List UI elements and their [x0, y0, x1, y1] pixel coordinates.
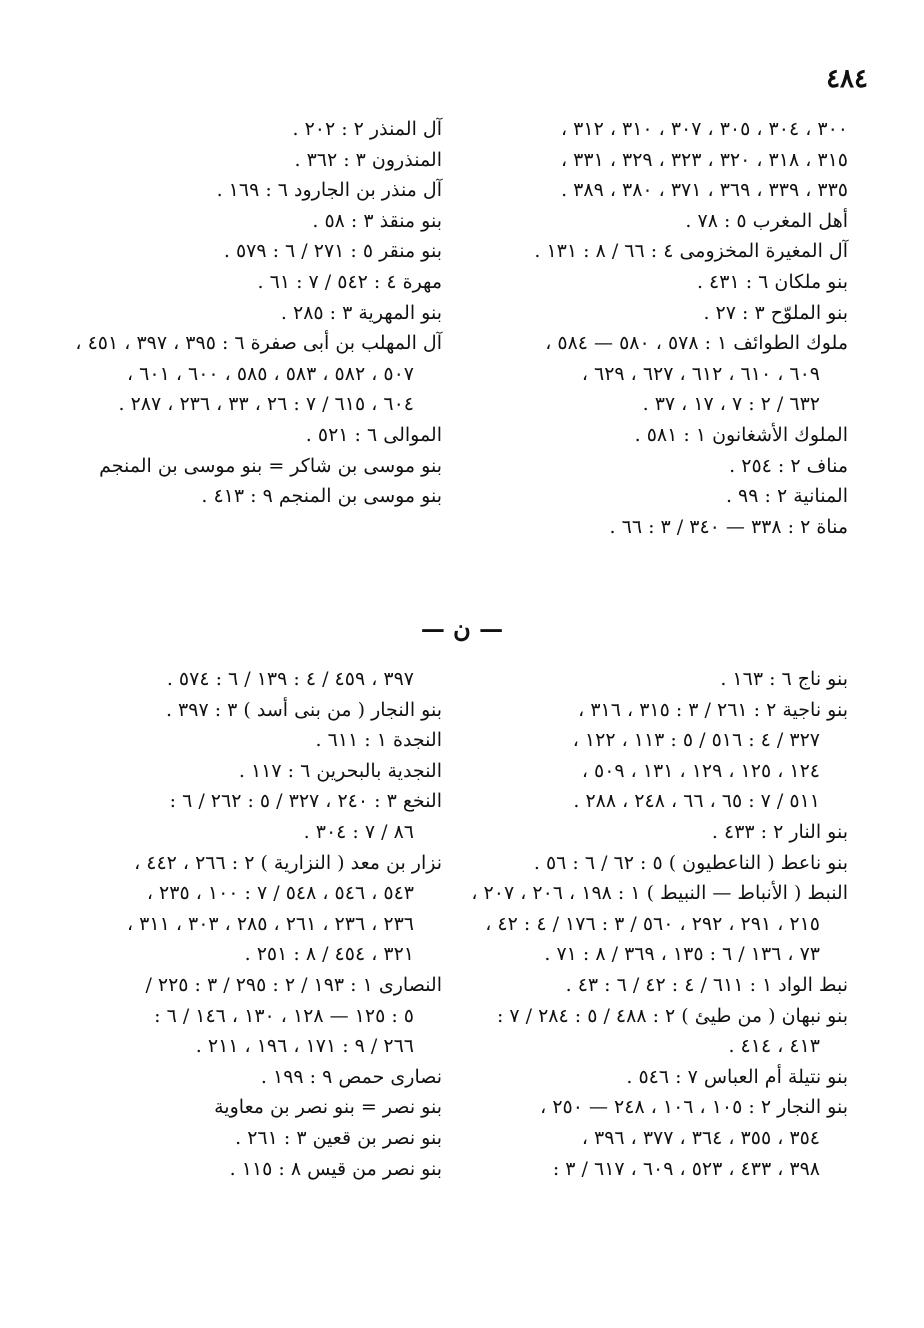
- index-entry: آل المهلب بن أبى صفرة ٦ : ٣٩٥ ، ٣٩٧ ، ٤٥١ ،: [75, 332, 442, 355]
- index-entry: النخع ٣ : ٢٤٠ ، ٣٢٧ / ٥ : ٢٦٢ / ٦ :: [169, 790, 442, 813]
- index-entry: بنو ناج ٦ : ١٦٣ .: [720, 668, 848, 690]
- index-entry: بنو الملوّح ٣ : ٢٧ .: [703, 301, 848, 324]
- index-entry: مناة ٢ : ٣٣٨ — ٣٤٠ / ٣ : ٦٦ .: [609, 515, 848, 538]
- index-entry: بنو نصر من قيس ٨ : ١١٥ .: [229, 1157, 442, 1180]
- index-entry: النجدية بالبحرين ٦ : ١١٧ .: [238, 759, 442, 782]
- index-entry: بنو المهرية ٣ : ٢٨٥ .: [280, 301, 442, 324]
- index-line: ٣٣٥ ، ٣٣٩ ، ٣٦٩ ، ٣٧١ ، ٣٨٠ ، ٣٨٩ .: [561, 179, 848, 202]
- index-entry: النصارى ١ : ١٩٣ / ٢ : ٢٩٥ / ٣ : ٢٢٥ /: [145, 973, 442, 996]
- index-entry: نصارى حمص ٩ : ١٩٩ .: [260, 1065, 442, 1088]
- index-line: ٥٠٧ ، ٥٨٢ ، ٥٨٣ ، ٥٨٥ ، ٦٠٠ ، ٦٠١ ،: [126, 362, 414, 385]
- index-entry: المنانية ٢ : ٩٩ .: [725, 485, 848, 508]
- index-entry: بنو النار ٢ : ٤٣٣ .: [711, 820, 848, 843]
- index-entry: آل المنذر ٢ : ٢٠٢ .: [292, 118, 442, 140]
- index-entry: آل المغيرة المخزومى ٤ : ٦٦ / ٨ : ١٣١ .: [534, 240, 848, 263]
- index-entry: نبط الواد ١ : ٦١١ / ٤ : ٤٢ / ٦ : ٤٣ .: [565, 973, 848, 996]
- index-line: ٣٢٧ / ٤ : ٥١٦ / ٥ : ١١٣ ، ١٢٢ ،: [572, 729, 820, 752]
- index-line: ٨٦ / ٧ : ٣٠٤ .: [303, 820, 414, 843]
- index-entry: المنذرون ٣ : ٣٦٢ .: [294, 148, 442, 171]
- index-entry: آل منذر بن الجارود ٦ : ١٦٩ .: [216, 179, 442, 202]
- index-entry: بنو ملكان ٦ : ٤٣١ .: [696, 270, 848, 293]
- index-column-right-bottom: [471, 664, 848, 1184]
- index-entry: بنو نبهان ( من طيئ ) ٢ : ٤٨٨ / ٥ : ٢٨٤ / ٧ :: [496, 1004, 848, 1027]
- index-line: ٦٠٤ ، ٦١٥ / ٧ : ٢٦ ، ٣٣ ، ٢٣٦ ، ٢٨٧ .: [118, 393, 414, 416]
- index-entry: بنو نتيلة أم العباس ٧ : ٥٤٦ .: [626, 1065, 848, 1088]
- index-line: ١٢٤ ، ١٢٥ ، ١٢٩ ، ١٣١ ، ٥٠٩ ،: [581, 759, 820, 782]
- index-entry: بنو موسى بن المنجم ٩ : ٤١٣ .: [201, 485, 442, 508]
- index-line: ٤١٣ ، ٤١٤ .: [728, 1035, 820, 1058]
- index-line: ٦٣٢ / ٢ : ٧ ، ١٧ ، ٣٧ .: [642, 393, 820, 416]
- index-column-left-bottom: [70, 664, 442, 1184]
- index-entry: بنو ناجية ٢ : ٢٦١ / ٣ : ٣١٥ ، ٣١٦ ،: [578, 698, 848, 721]
- index-entry: بنو ناعط ( الناعطيون ) ٥ : ٦٢ / ٦ : ٥٦ .: [533, 851, 848, 874]
- index-line: ٣٠٠ ، ٣٠٤ ، ٣٠٥ ، ٣٠٧ ، ٣١٠ ، ٣١٢ ،: [560, 118, 848, 140]
- section-heading: — ن —: [420, 614, 504, 643]
- index-line: ٥١١ / ٧ : ٦٥ ، ٦٦ ، ٢٤٨ ، ٢٨٨ .: [573, 790, 820, 813]
- index-line: ٣٢١ ، ٤٥٤ / ٨ : ٢٥١ .: [244, 943, 414, 966]
- index-entry: الموالى ٦ : ٥٢١ .: [305, 423, 442, 446]
- index-entry: بنو النجار ٢ : ١٠٥ ، ١٠٦ ، ٢٤٨ — ٢٥٠ ،: [540, 1096, 848, 1119]
- index-entry: بنو منقر ٥ : ٢٧١ / ٦ : ٥٧٩ .: [223, 240, 442, 263]
- index-entry: مهرة ٤ : ٥٤٢ / ٧ : ٦١ .: [257, 270, 442, 293]
- index-line: ٢١٥ ، ٢٩١ ، ٢٩٢ ، ٥٦٠ / ٣ : ١٧٦ / ٤ : ٤٢ ،: [485, 912, 820, 935]
- index-column-left-top: [70, 114, 442, 512]
- index-line: ٧٣ ، ١٣٦ / ٦ : ١٣٥ ، ٣٦٩ / ٨ : ٧١ .: [544, 943, 820, 966]
- index-column-right-top: [480, 114, 848, 542]
- index-entry: بنو النجار ( من بنى أسد ) ٣ : ٣٩٧ .: [165, 698, 442, 721]
- index-entry: ملوك الطوائف ١ : ٥٧٨ ، ٥٨٠ — ٥٨٤ ،: [545, 332, 848, 355]
- index-entry: أهل المغرب ٥ : ٧٨ .: [685, 209, 848, 232]
- index-line: ٦٠٩ ، ٦١٠ ، ٦١٢ ، ٦٢٧ ، ٦٢٩ ،: [581, 362, 820, 385]
- index-line: ٥ : ١٢٥ — ١٢٨ ، ١٣٠ ، ١٤٦ / ٦ :: [154, 1004, 414, 1027]
- index-entry: النبط ( الأنباط — النبيط ) ١ : ١٩٨ ، ٢٠٦ ، ٢٠٧ ،: [471, 882, 848, 905]
- index-entry: بنو نصر بن قعين ٣ : ٢٦١ .: [235, 1126, 442, 1149]
- index-entry: بنو نصر = بنو نصر بن معاوية: [214, 1096, 442, 1119]
- index-line: ٣٥٤ ، ٣٥٥ ، ٣٦٤ ، ٣٧٧ ، ٣٩٦ ،: [581, 1126, 820, 1149]
- index-line: ٢٦٦ / ٩ : ١٧١ ، ١٩٦ ، ٢١١ .: [195, 1035, 414, 1058]
- index-line: ٣٩٧ ، ٤٥٩ / ٤ : ١٣٩ / ٦ : ٥٧٤ .: [166, 668, 414, 690]
- index-entry: الملوك الأشغانون ١ : ٥٨١ .: [634, 423, 848, 446]
- index-line: ٢٣٦ ، ٢٣٦ ، ٢٦١ ، ٢٨٥ ، ٣٠٣ ، ٣١١ ،: [126, 912, 414, 935]
- index-entry: مناف ٢ : ٢٥٤ .: [729, 454, 848, 477]
- index-entry: بنو موسى بن شاكر = بنو موسى بن المنجم: [99, 454, 442, 477]
- index-line: ٥٤٣ ، ٥٤٦ ، ٥٤٨ / ٧ : ١٠٠ ، ٢٣٥ ،: [146, 882, 414, 905]
- index-line: ٣٩٨ ، ٤٣٣ ، ٥٢٣ ، ٦٠٩ ، ٦١٧ / ٣ :: [552, 1157, 820, 1180]
- page-number: ٤٨٤: [826, 64, 868, 94]
- index-line: ٣١٥ ، ٣١٨ ، ٣٢٠ ، ٣٢٣ ، ٣٢٩ ، ٣٣١ ،: [560, 148, 848, 171]
- index-entry: النجدة ١ : ٦١١ .: [315, 729, 442, 752]
- index-entry: بنو منقذ ٣ : ٥٨ .: [312, 209, 442, 232]
- index-entry: نزار بن معد ( النزارية ) ٢ : ٢٦٦ ، ٤٤٢ ،: [134, 851, 442, 874]
